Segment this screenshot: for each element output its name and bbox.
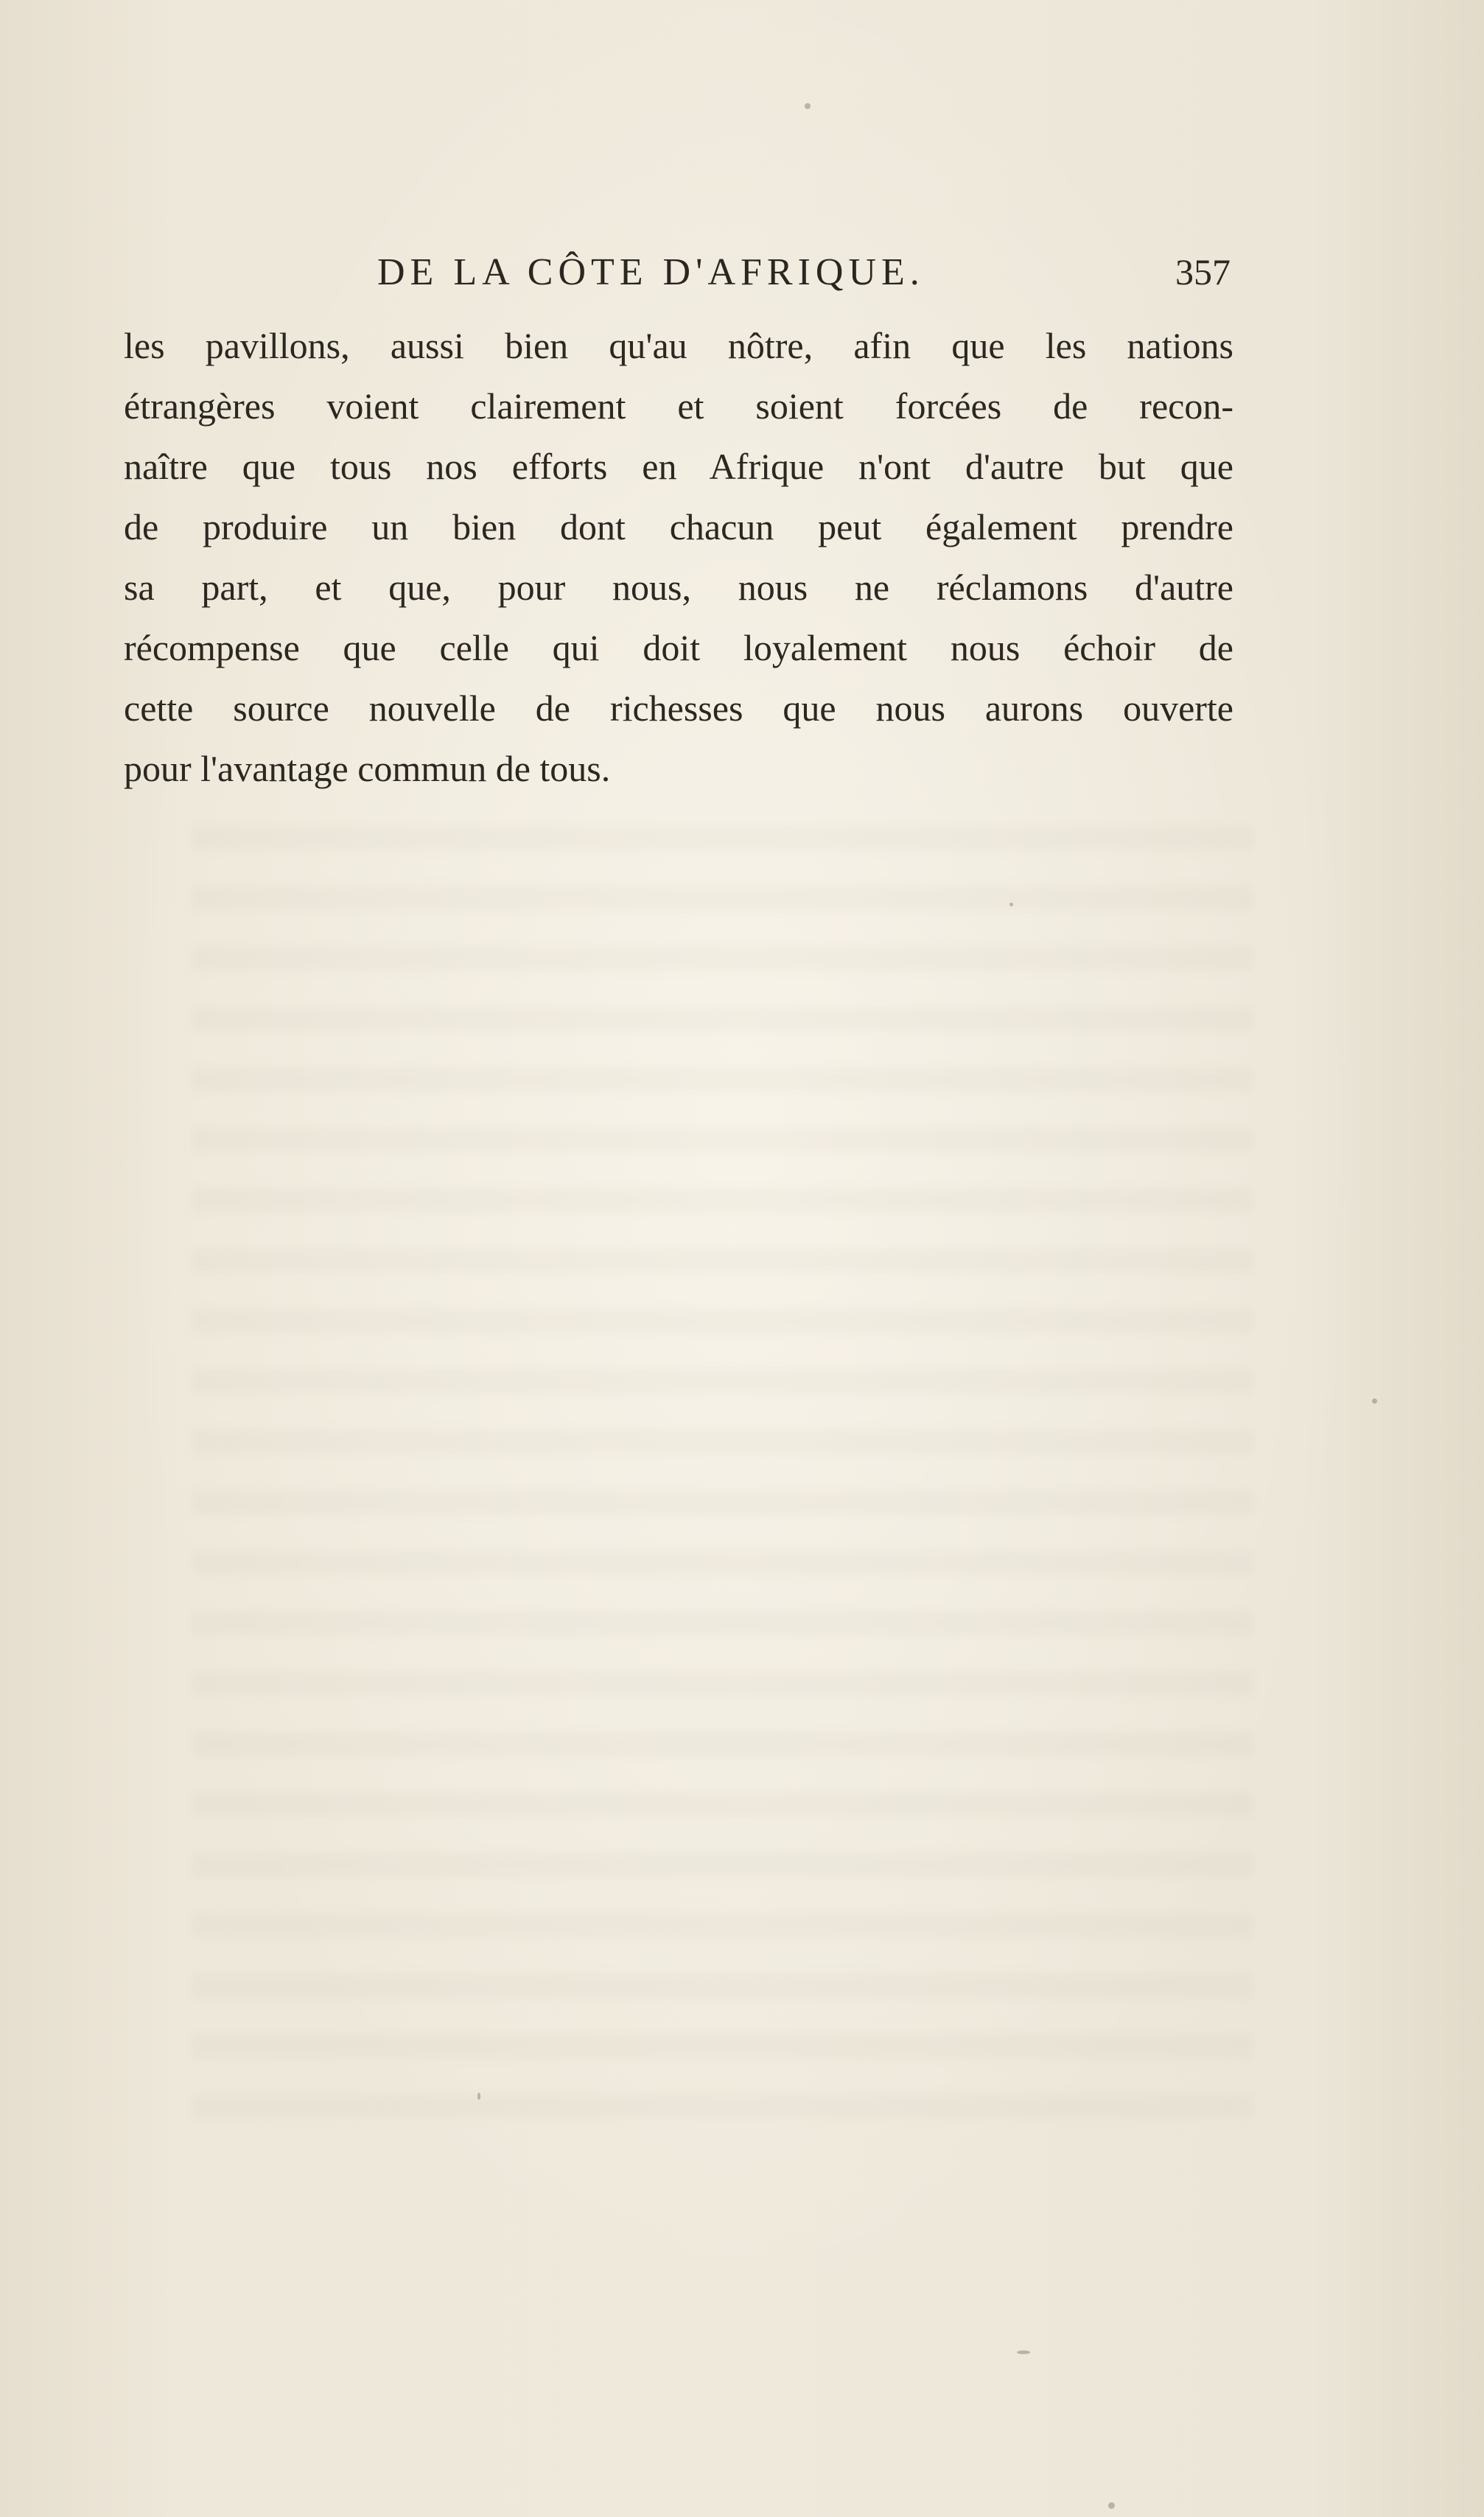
show-through-text <box>192 825 1253 2152</box>
paper-speck <box>1108 2502 1115 2509</box>
paper-speck <box>477 2093 480 2100</box>
text-line: naître que tous nos efforts en Afrique n'ont d'autre but que <box>124 446 1233 487</box>
text-line: les pavillons, aussi bien qu'au nôtre, afin que les nations <box>124 325 1233 366</box>
text-line: étrangères voient clairement et soient forcées de recon- <box>124 385 1233 427</box>
text-line: sa part, et que, pour nous, nous ne réclamons d'autre <box>124 567 1233 608</box>
paper-speck <box>1009 903 1013 906</box>
running-title: DE LA CÔTE D'AFRIQUE. <box>377 251 925 293</box>
text-line: de produire un bien dont chacun peut également prendre <box>124 506 1233 547</box>
text-line: cette source nouvelle de richesses que nous aurons ouverte <box>124 687 1233 729</box>
page-number: 357 <box>1175 251 1231 293</box>
paper-speck <box>1017 2350 1030 2354</box>
text-line: récompense que celle qui doit loyalement nous échoir de <box>124 627 1233 668</box>
body-paragraph <box>124 315 1233 799</box>
paper-speck <box>1372 1398 1377 1404</box>
page-header <box>127 251 1231 309</box>
paper-speck <box>805 103 811 109</box>
text-line: pour l'avantage commun de tous. <box>124 748 611 789</box>
